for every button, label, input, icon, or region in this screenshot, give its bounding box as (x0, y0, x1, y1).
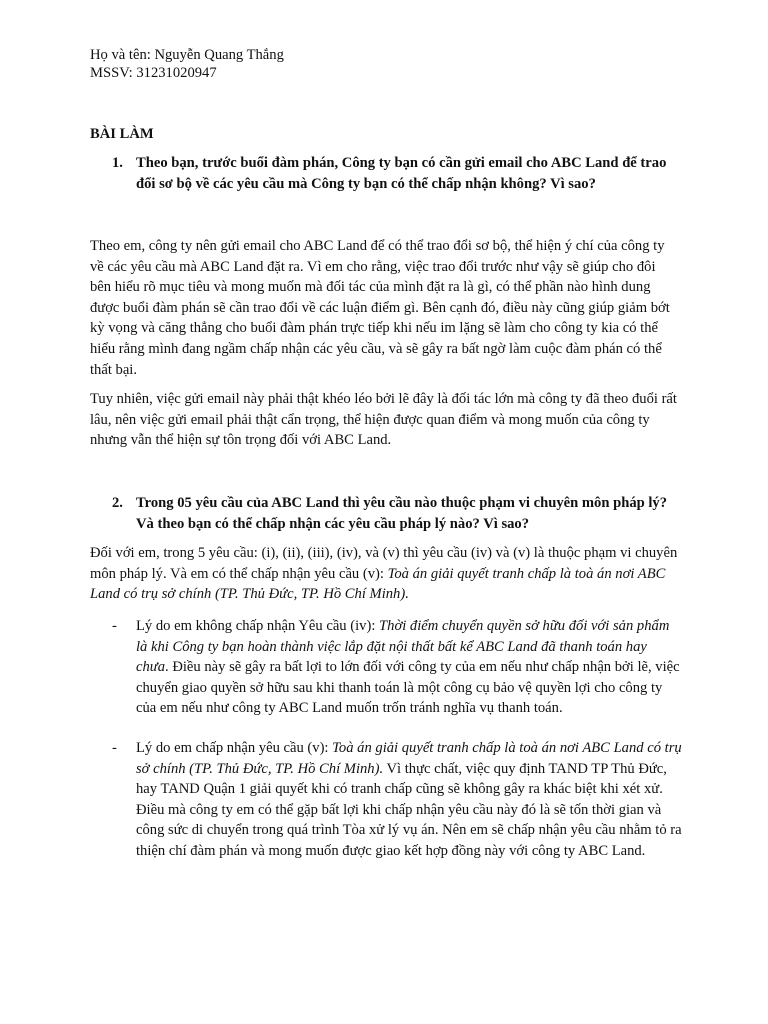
student-header (90, 46, 284, 82)
question-1-number: 1. (112, 155, 123, 171)
answer-1-paragraph-1: Theo em, công ty nên gửi email cho ABC Land để có thể trao đổi sơ bộ, thể hiện ý chí của công ty về các yêu cầu mà ABC Land đặt ra. Vì em cho rằng, việc trao đổi trước như vậy sẽ giúp cho đôi bên hiểu rõ mục tiêu và mong muốn mà đối tác của mình đặt ra là gì, có thể phần nào hình dung được buổi đàm phán sẽ cần trao đổi về các luận điểm gì. Bên cạnh đó, điều này cũng giúp giảm bớt kỳ vọng và căng thẳng cho buổi đàm phán trực tiếp khi nếu im lặng sẽ làm cho công ty kia có thể hiểu rằng mình đang ngầm chấp nhận các yêu cầu, và sẽ gây ra bất ngờ làm cuộc đàm phán có thể thất bại. (90, 238, 670, 378)
question-2-text: Trong 05 yêu cầu của ABC Land thì yêu cầu nào thuộc phạm vi chuyên môn pháp lý? Và theo bạn có thể chấp nhận các yêu cầu pháp lý nào? Vì sao? (136, 495, 668, 532)
section-heading: BÀI LÀM (90, 126, 154, 142)
question-1 (112, 153, 687, 194)
question-2 (112, 493, 687, 534)
answer-2-intro-text: Đối với em, trong 5 yêu cầu: (i), (ii), (iii), (iv), và (v) thì yêu cầu (iv) và (v) là thuộc phạm vi chuyên môn pháp lý. Và em có thể chấp nhận yêu cầu (v): (90, 545, 678, 582)
bullet-1-quote: Thời điểm chuyển quyền sở hữu đối với sản phẩm là khi Công ty bạn hoàn thành việc lắp đặt nội thất bất kể ABC Land đã thanh toán hay chưa (136, 618, 670, 676)
bullet-2-rest: Vì thực chất, việc quy định TAND TP Thủ Đức, hay TAND Quận 1 giải quyết khi có tranh chấp cũng sẽ không gây ra khác biệt khi xét xử. Điều mà công ty em có thể gặp bất lợi khi chấp nhận yêu cầu này đó là sẽ tốn thời gian và công sức di chuyển trong quá trình Tòa xử lý vụ án. Nên em sẽ chấp nhận yêu cầu nhằm tỏ ra thiện chí đàm phán và mong muốn được giao kết hợp đồng này với công ty ABC Land. (136, 760, 682, 859)
student-name: Họ và tên: Nguyễn Quang Thắng (90, 47, 284, 63)
student-id: MSSV: 31231020947 (90, 65, 217, 81)
bullet-item-2 (112, 738, 682, 862)
bullet-item-1-text (136, 616, 682, 719)
bullet-item-2-text (136, 738, 682, 862)
bullet-1-rest: . Điều này sẽ gây ra bất lợi to lớn đối với công ty của em nếu như chấp nhận bởi lẽ, việc chuyển giao quyền sở hữu sau khi thanh toán là một công cụ bảo vệ quyền lợi cho công ty của em nếu như công ty ABC Land muốn trốn tránh nghĩa vụ thanh toán. (136, 659, 680, 717)
bullet-marker: - (112, 618, 117, 634)
bullet-item-1 (112, 616, 682, 719)
bullet-marker: - (112, 740, 117, 756)
question-1-text: Theo bạn, trước buổi đàm phán, Công ty bạn có cần gửi email cho ABC Land để trao đổi sơ bộ về các yêu cầu mà Công ty bạn có thể chấp nhận không? Vì sao? (136, 155, 667, 192)
answer-2-intro (90, 543, 680, 605)
answer-1-paragraph-2: Tuy nhiên, việc gửi email này phải thật khéo léo bởi lẽ đây là đối tác lớn mà công ty đã theo đuổi rất lâu, nên việc gửi email phải thật cẩn trọng, thể hiện được quan điểm và mong muốn của công ty nhưng vẫn thể hiện sự tôn trọng đối với ABC Land. (90, 391, 677, 449)
bullet-1-lead: Lý do em không chấp nhận Yêu cầu (iv): (136, 618, 380, 634)
answer-2-intro-quote: Toà án giải quyết tranh chấp là toà án nơi ABC Land có trụ sở chính (TP. Thủ Đức, TP. Hồ Chí Minh). (90, 565, 666, 603)
question-2-number: 2. (112, 495, 123, 511)
bullet-2-quote: Toà án giải quyết tranh chấp là toà án nơi ABC Land có trụ sở chính (TP. Thủ Đức, TP. Hồ Chí Minh). (136, 740, 682, 777)
bullet-2-lead: Lý do em chấp nhận yêu cầu (v): (136, 740, 333, 756)
